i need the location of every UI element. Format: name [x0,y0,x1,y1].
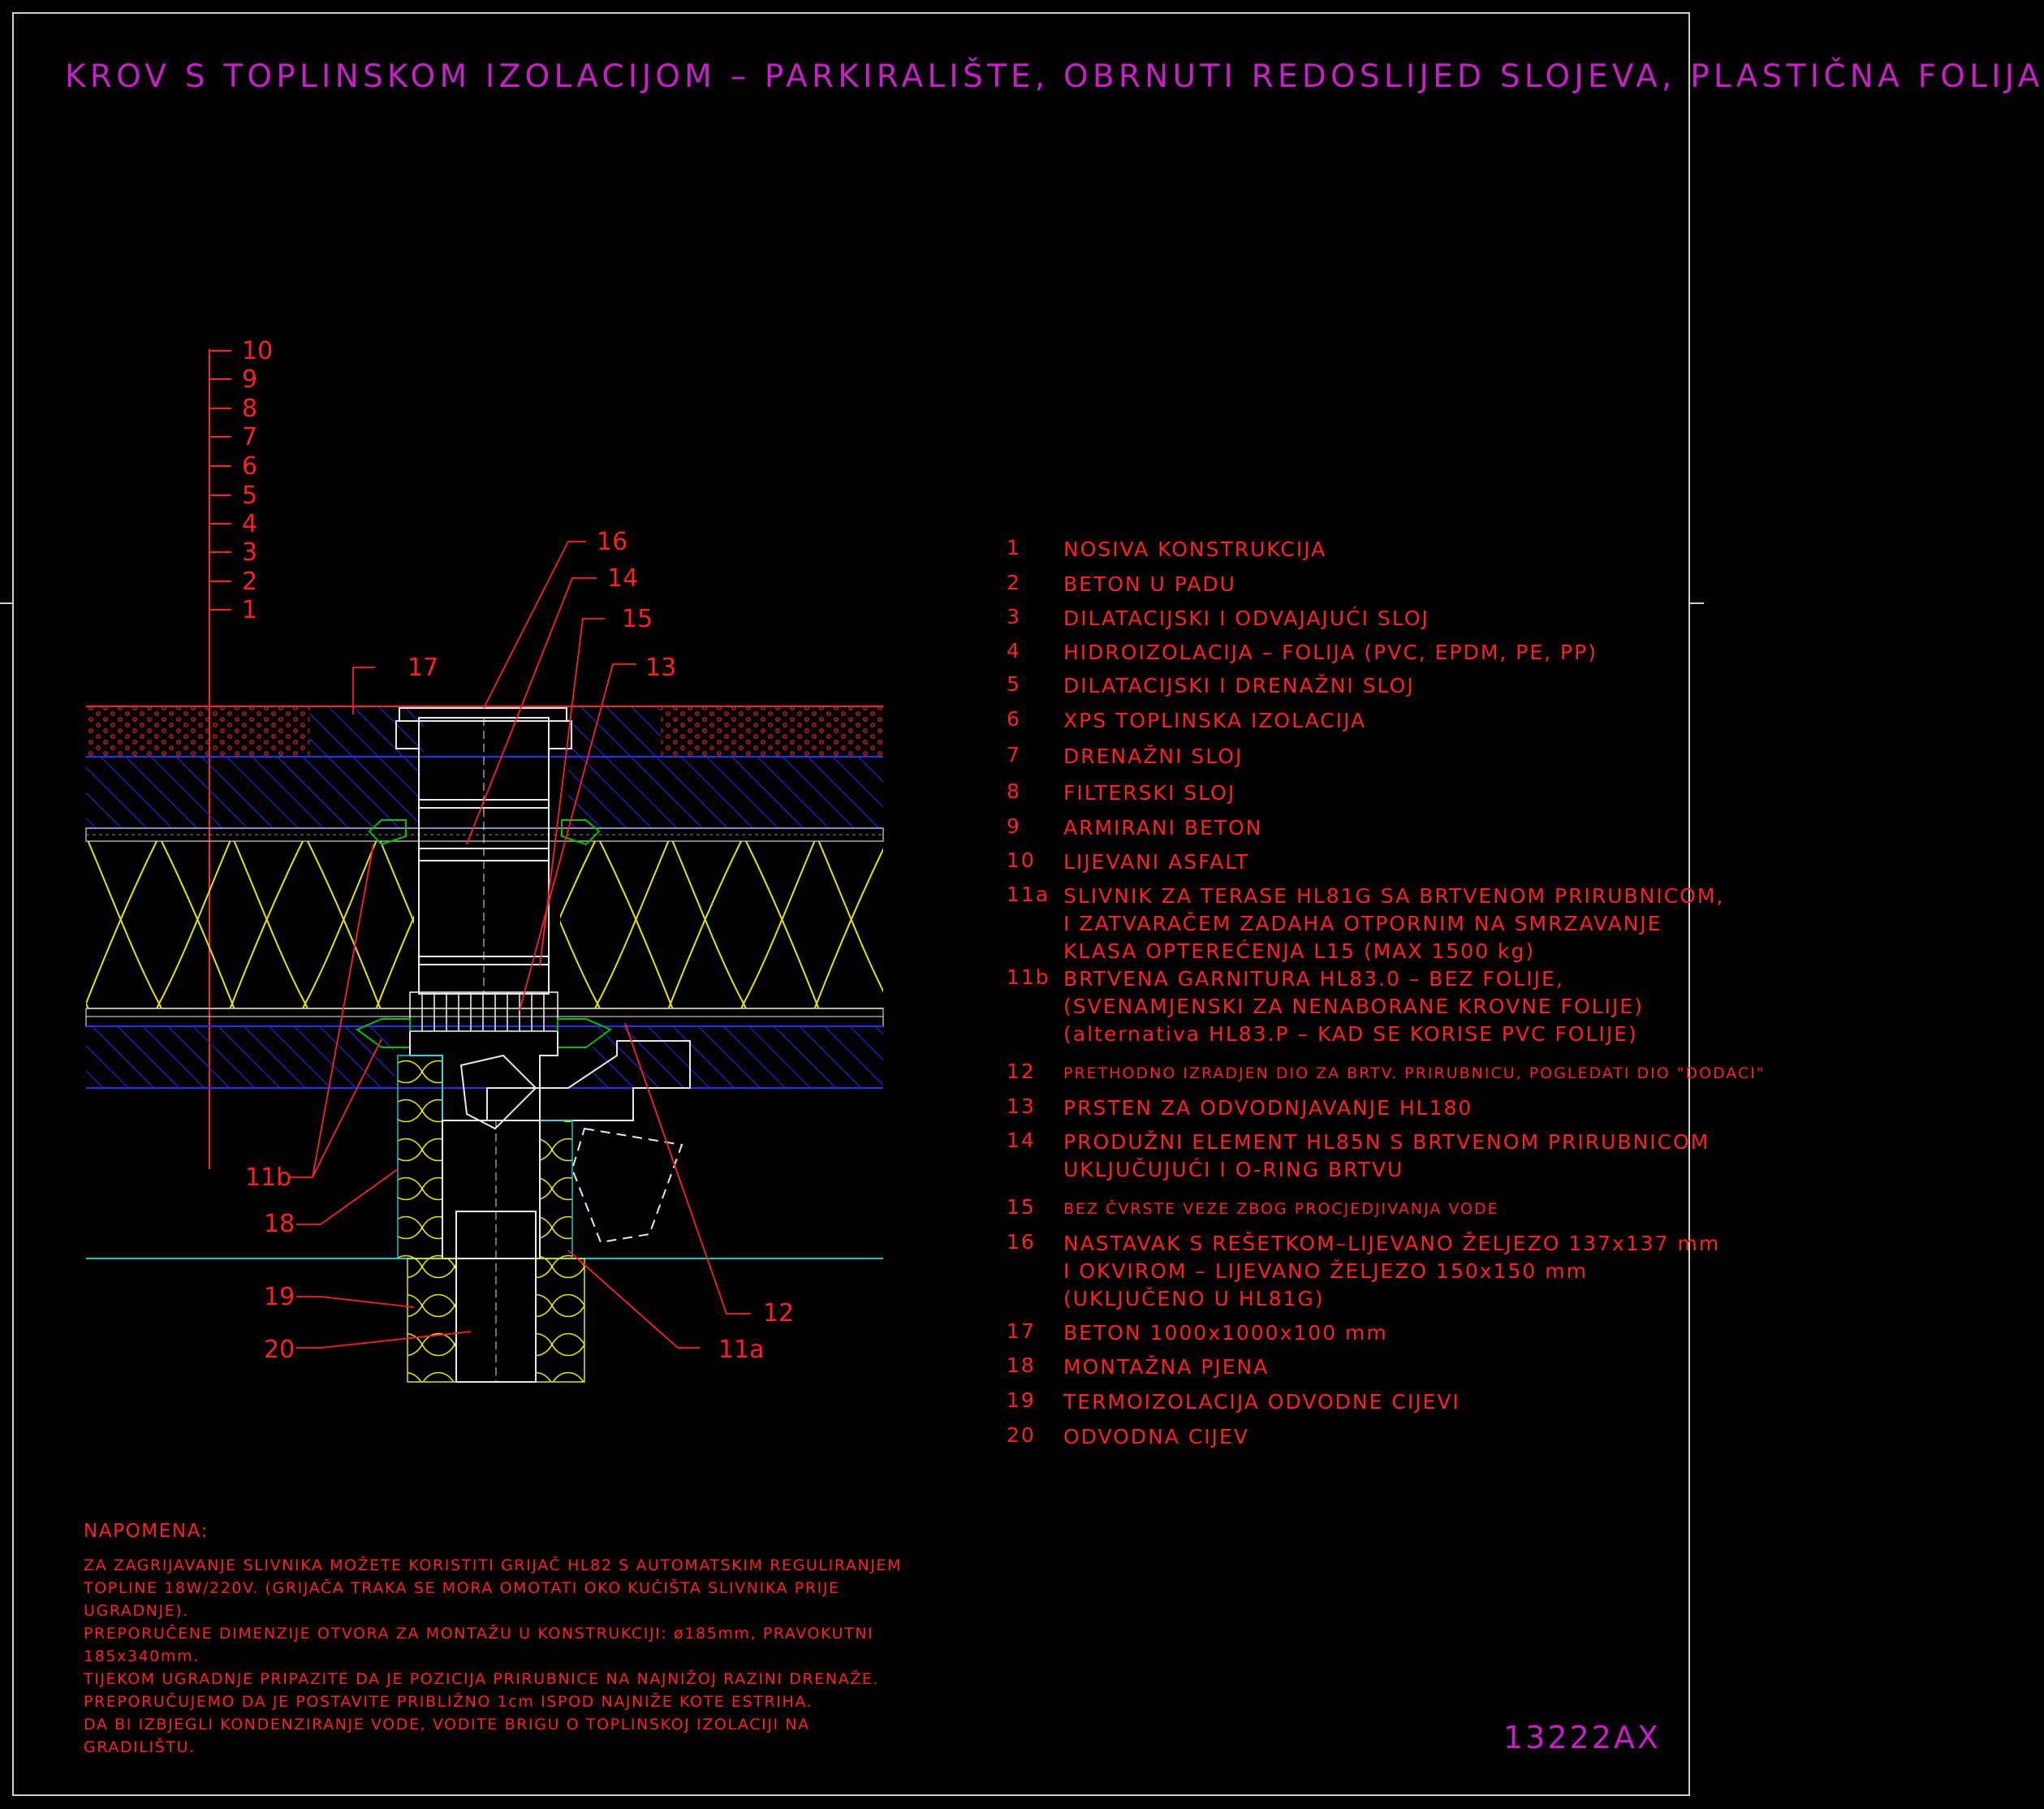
note-line: TIJEKOM UGRADNJE PRIPAZITE DA JE POZICIJA PRIRUBNICE NA NAJNIŽOJ RAZINI DRENAŽE. [84,1670,880,1688]
drawing-title: KROV S TOPLINSKOM IZOLACIJOM – PARKIRALIŠTE, OBRNUTI REDOSLIJED SLOJEVA, PLASTIČNA FOLIJA [65,58,2044,95]
legend-number: 7 [1007,743,1021,766]
callout-11b: 11b [245,1164,292,1192]
drawing-code: 13222AX [1503,1720,1661,1755]
xps-insulation-right [560,841,883,1008]
legend-number: 1 [1007,536,1021,559]
layer-scale-7: 7 [242,423,258,451]
legend-text: MONTAŽNA PJENA [1063,1355,1270,1379]
legend-text: LIJEVANI ASFALT [1063,850,1250,874]
layer-scale-2: 2 [242,568,258,596]
mounting-foam-left [398,1056,442,1259]
drainage-ring [410,992,558,1031]
callout-12: 12 [763,1299,795,1328]
layer-scale-10: 10 [242,337,274,365]
callout-15: 15 [622,605,653,633]
note-line: UGRADNJE). [84,1602,189,1620]
callout-16: 16 [597,528,628,556]
legend-text: NOSIVA KONSTRUKCIJA [1063,538,1327,561]
legend-text: TERMOIZOLACIJA ODVODNE CIJEVI [1063,1390,1460,1414]
legend-text: FILTERSKI SLOJ [1063,781,1236,805]
legend-number: 9 [1007,814,1021,838]
legend-number: 6 [1007,707,1021,731]
legend-number: 12 [1007,1060,1036,1083]
legend-text: ODVODNA CIJEV [1063,1425,1249,1448]
legend-number: 11a [1007,883,1050,906]
asphalt-layer-right [661,706,883,757]
callout-11a: 11a [718,1336,765,1364]
legend-number: 10 [1007,848,1036,872]
legend-number: 3 [1007,605,1021,628]
layer-scale-1: 1 [242,596,258,624]
note-line: ZA ZAGRIJAVANJE SLIVNIKA MOŽETE KORISTITI GRIJAČ HL82 S AUTOMATSKIM REGULIRANJEM [84,1556,903,1574]
legend-number: 4 [1007,639,1021,663]
layer-scale-5: 5 [242,481,258,510]
legend-number: 15 [1007,1195,1036,1219]
legend-number: 17 [1007,1319,1036,1343]
note-line: GRADILIŠTU. [84,1738,196,1756]
notes-heading: NAPOMENA: [84,1521,209,1542]
legend-text: BEZ ČVRSTE VEZE ZBOG PROCJEDJIVANJA VODE [1063,1200,1499,1218]
sloped-concrete-left [86,1026,395,1088]
legend-text: BRTVENA GARNITURA HL83.0 – BEZ FOLIJE, (SVENAMJENSKI ZA NENABORANE KROVNE FOLIJE) (alternativa HL83.P – KAD SE KORISE PVC FOLIJE) [1063,967,1644,1046]
callout-20: 20 [264,1336,295,1364]
legend-number: 16 [1007,1230,1036,1254]
legend-text: DRENAŽNI SLOJ [1063,745,1244,768]
callout-17: 17 [408,654,439,682]
legend-text: NASTAVAK S REŠETKOM–LIJEVANO ŽELJEZO 137x137 mm I OKVIROM – LIJEVANO ŽELJEZO 150x150 mm (UKLJUČENO U HL81G) [1063,1232,1721,1310]
legend-text: DILATACIJSKI I ODVAJAJUĆI SLOJ [1063,607,1430,630]
note-line: DA BI IZBJEGLI KONDENZIRANJE VODE, VODITE BRIGU O TOPLINSKOJ IZOLACIJI NA [84,1716,810,1733]
note-line: TOPLINE 18W/220V. (GRIJAČA TRAKA SE MORA OMOTATI OKO KUĆIŠTA SLIVNIKA PRIJE [84,1579,840,1597]
xps-insulation-left [86,841,414,1008]
legend-number: 18 [1007,1354,1036,1377]
note-line: PREPORUČENE DIMENZIJE OTVORA ZA MONTAŽU U KONSTRUKCIJI: ø185mm, PRAVOKUTNI [84,1625,874,1643]
sloped-concrete-right [593,1026,883,1088]
odour-trap [461,1056,536,1129]
grating-frame [399,708,567,721]
layer-scale-6: 6 [242,452,258,481]
callout-14: 14 [607,564,639,593]
layer-scale-ticks [209,351,231,610]
layer-scale-9: 9 [242,365,258,394]
legend-number: 14 [1007,1129,1036,1152]
membrane-layers [86,1008,883,1026]
legend-text: BETON 1000x1000x100 mm [1063,1321,1388,1345]
callout-13: 13 [645,654,677,682]
layer-scale-3: 3 [242,538,258,567]
alternative-outlet [572,1129,682,1242]
legend-number: 2 [1007,571,1021,594]
legend-text: PRODUŽNI ELEMENT HL85N S BRTVENOM PRIRUBNICOM UKLJUČUJUĆI I O-RING BRTVU [1063,1130,1710,1181]
concrete-slab-17-right [568,706,661,757]
legend-text: SLIVNIK ZA TERASE HL81G SA BRTVENOM PRIRUBNICOM, I ZATVARAČEM ZADAHA OTPORNIM NA SMRZAVANJE KLASA OPTEREĆENJA L15 (MAX 1500 kg) [1063,884,1725,963]
layer-scale-4: 4 [242,510,258,538]
note-line: PREPORUČUJEMO DA JE POSTAVITE PRIBLIŽNO 1cm ISPOD NAJNIŽE KOTE ESTRIHA. [84,1693,813,1711]
legend-number: 19 [1007,1388,1036,1412]
legend-number: 11b [1007,965,1050,989]
legend-text: BETON U PADU [1063,572,1236,596]
pipe-insulation-right [536,1259,584,1382]
legend-text: PRSTEN ZA ODVODNJAVANJE HL180 [1063,1096,1473,1120]
legend-text: ARMIRANI BETON [1063,816,1263,840]
legend-text: PRETHODNO IZRADJEN DIO ZA BRTV. PRIRUBNICU, POGLEDATI DIO "DODACI" [1063,1064,1766,1082]
legend-number: 20 [1007,1423,1036,1447]
legend-text: DILATACIJSKI I DRENAŽNI SLOJ [1063,674,1415,697]
reinforced-concrete-left [86,757,420,828]
notes-block [84,1520,903,1759]
pipe-insulation-left [408,1259,456,1382]
layer-scale-8: 8 [242,395,258,423]
legend-number: 5 [1007,672,1021,696]
reinforced-concrete-right [568,757,883,828]
asphalt-layer-left [86,706,310,757]
callout-18: 18 [264,1210,295,1238]
mounting-foam-right [540,1120,572,1259]
legend-number: 13 [1007,1094,1036,1118]
legend-text: XPS TOPLINSKA IZOLACIJA [1063,709,1367,732]
legend-text: HIDROIZOLACIJA – FOLIJA (PVC, EPDM, PE, PP) [1063,641,1598,664]
note-line: 185x340mm. [84,1647,200,1665]
callout-19: 19 [264,1283,295,1311]
legend-number: 8 [1007,779,1021,803]
